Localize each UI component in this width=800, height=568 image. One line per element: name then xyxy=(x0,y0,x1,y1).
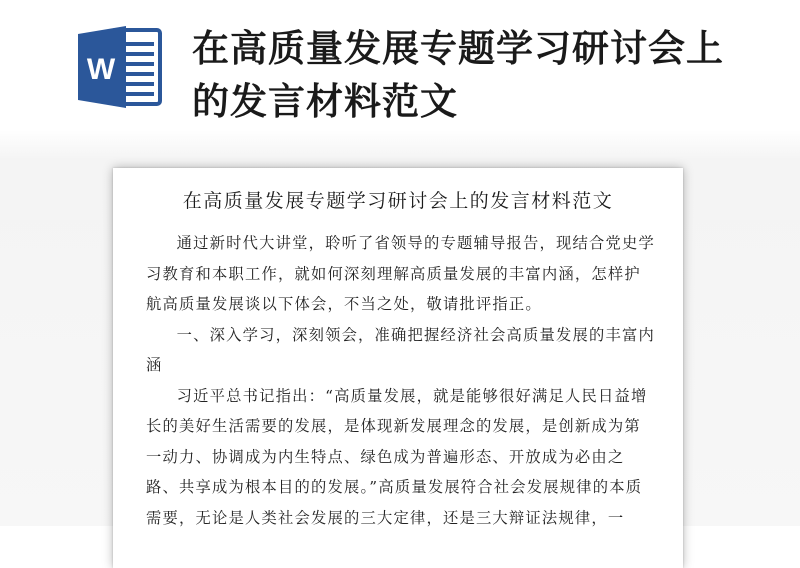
word-document-icon xyxy=(74,24,164,110)
paragraph-quote: 习近平总书记指出：“高质量发展，就是能够很好满足人民日益增长的美好生活需要的发展，是体现新发展理念的发展，是创新成为第一动力、协调成为内生特点、绿色成为普遍形态、开放成为必由之路、共享成为根本目的的发展。”高质量发展符合社会发展规律的本质需要，无论是人类社会发展的三大定律，还是三大辩证法规律，一 xyxy=(146,386,648,527)
word-icon-letter: W xyxy=(86,53,116,86)
document-page xyxy=(113,168,683,568)
paragraph-intro: 通过新时代大讲堂，聆听了省领导的专题辅导报告，现结合党史学习教育和本职工作，就如何深刻理解高质量发展的丰富内涵，怎样护航高质量发展谈以下体会，不当之处，敬请批评指正。 xyxy=(146,234,656,313)
page-title: 在高质量发展专题学习研讨会上的发言材料范文 xyxy=(192,27,724,123)
document-body xyxy=(146,228,656,533)
document-title: 在高质量发展专题学习研讨会上的发言材料范文 xyxy=(182,190,614,212)
paragraph-heading-1: 一、深入学习，深刻领会，准确把握经济社会高质量发展的丰富内涵 xyxy=(146,325,656,374)
